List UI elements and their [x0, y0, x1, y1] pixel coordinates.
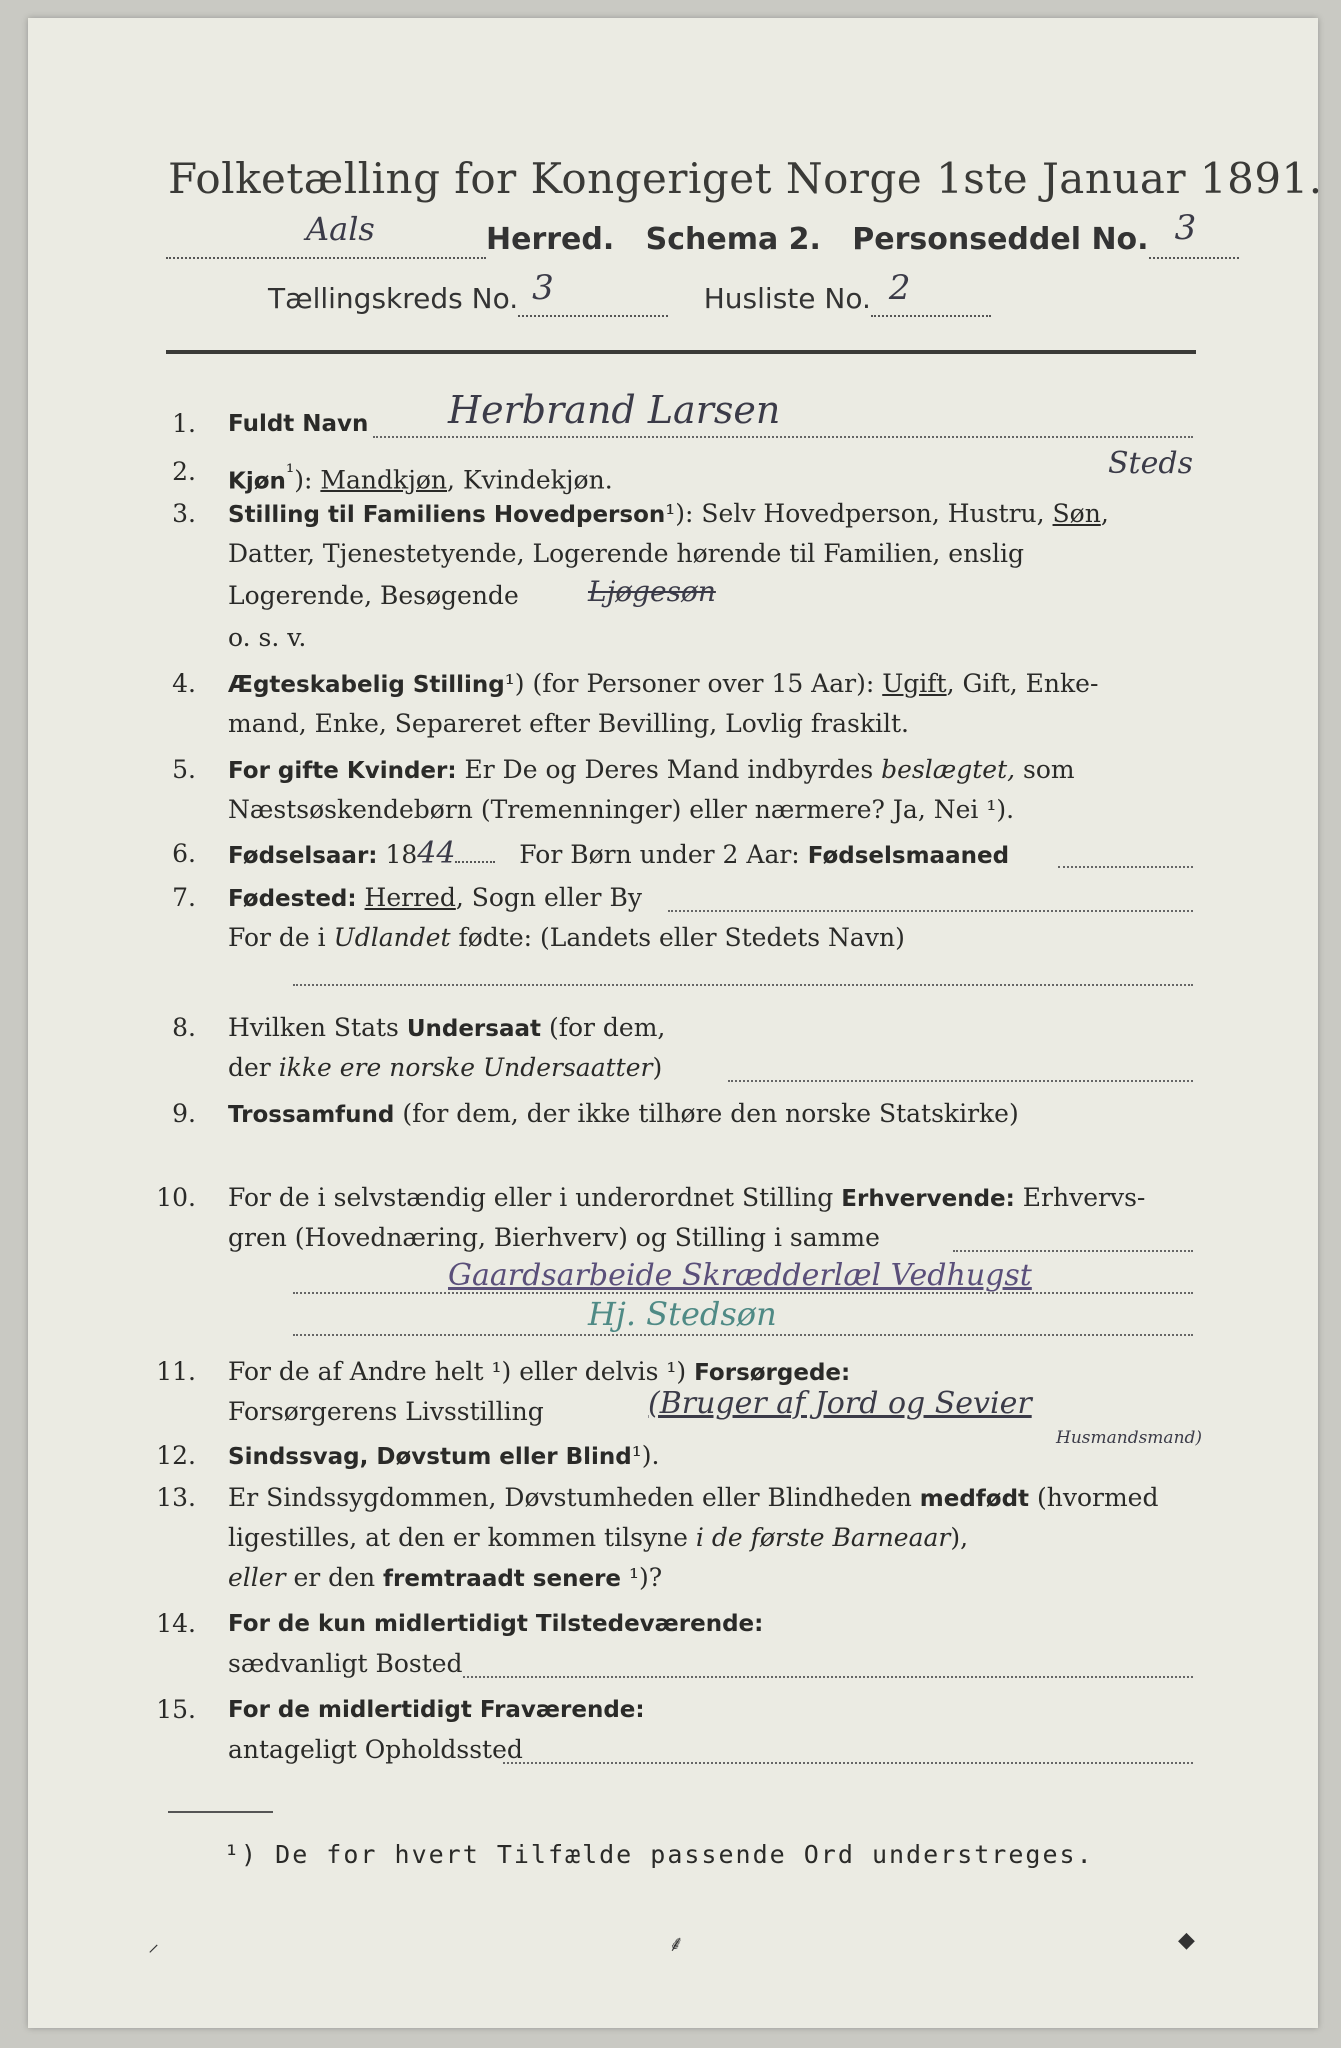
dotted-line	[503, 1762, 1193, 1764]
item-text	[228, 1094, 1019, 1135]
item-text	[228, 664, 1098, 705]
item-text	[228, 1478, 1158, 1519]
item-label: Fødselsmaaned	[807, 843, 1010, 869]
item-text	[228, 1008, 665, 1049]
item-label: Trossamfund	[228, 1102, 395, 1128]
item-number: 1.	[172, 409, 196, 438]
item-label: For de kun midlertidigt Tilstedeværende:	[228, 1611, 764, 1637]
footnote: ¹) De for hvert Tilfælde passende Ord understreges.	[224, 1840, 1094, 1869]
item-text-part: i de første Barneaar	[695, 1523, 951, 1552]
provider-answer: (Bruger af Jord og Sevier	[648, 1386, 1032, 1421]
husliste-label: Husliste No.	[703, 282, 871, 315]
item-text-part: , Gift, Enke-	[946, 669, 1099, 698]
footnote-ref: ¹	[285, 460, 295, 484]
item-text-part: For Børn under 2 Aar:	[519, 840, 808, 869]
personseddel-value: 3	[1174, 208, 1197, 248]
item-text	[228, 750, 1075, 791]
item-text-part: Hvilken Stats	[228, 1013, 407, 1042]
personseddel-label: Personseddel No.	[852, 222, 1149, 257]
item-text	[228, 1436, 660, 1477]
header-rule	[166, 350, 1196, 354]
item-text-part: For de af Andre helt ¹) eller delvis ¹)	[228, 1357, 695, 1386]
binding-mark-center: ⸙	[668, 1932, 685, 1957]
item-label: Sindssvag, Døvstum eller Blind	[228, 1444, 632, 1470]
item-text-part: Er Sindssygdommen, Døvstumheden eller Blindheden	[228, 1483, 920, 1512]
item-text-part: ¹) (for Personer over 15 Aar):	[504, 669, 883, 698]
item-text-part: der	[228, 1053, 279, 1082]
item-text-part: ¹)?	[621, 1563, 663, 1592]
underlined-option: Herred	[364, 883, 456, 912]
item-label: Fødselsaar:	[228, 843, 378, 869]
header-line-2	[268, 268, 991, 317]
dotted-line	[668, 910, 1193, 912]
item-text-part: ikke ere norske Undersaatter	[278, 1053, 653, 1082]
item-text	[228, 1178, 1145, 1219]
provider-answer-2: Husmandsmand)	[1056, 1428, 1203, 1448]
item-text-part: ):	[294, 465, 321, 495]
schema-label: Schema 2.	[645, 222, 821, 257]
full-name-answer: Herbrand Larsen	[448, 388, 781, 432]
item-label: For gifte Kvinder:	[228, 758, 457, 784]
underlined-option: Mandkjøn	[320, 465, 448, 495]
dotted-line	[455, 861, 495, 863]
herred-field	[166, 210, 486, 259]
item-label: Kjøn	[228, 468, 286, 495]
dotted-line	[1058, 866, 1193, 868]
item-text-part: gren (Hovednæring, Bierhverv) og Stilling i samme	[228, 1223, 880, 1252]
kreds-label: Tællingskreds No.	[268, 282, 519, 315]
dotted-line	[463, 1676, 1193, 1678]
item-label: medfødt	[919, 1486, 1030, 1512]
item-number: 3.	[172, 499, 196, 528]
item-text-part: Logerende, Besøgende	[228, 581, 519, 610]
underlined-option: Ugift	[882, 669, 947, 698]
item-label: Ægteskabelig Stilling	[228, 672, 505, 698]
item-text-part: er den	[285, 1563, 384, 1592]
item-text-part: Forsørgerens Livsstilling	[228, 1397, 544, 1426]
item-number: 8.	[172, 1013, 196, 1042]
item-text-part: ¹): Selv Hovedperson, Hustru,	[665, 499, 1053, 528]
item-text-part: fødte: (Landets eller Stedets Navn)	[450, 923, 905, 952]
item-text-part: , Sogn eller By	[455, 883, 642, 912]
item-number: 14.	[156, 1609, 196, 1638]
item-text-part: Er De og Deres Mand indbyrdes	[456, 755, 882, 784]
item-text-part: som	[1015, 755, 1075, 784]
struck-handwriting: Ljøgesøn	[588, 575, 716, 608]
item-label: Undersaat	[406, 1016, 541, 1042]
item-text	[228, 878, 642, 919]
item-label: Fuldt Navn	[228, 411, 369, 437]
item-text-part: antageligt Opholdssted	[228, 1735, 523, 1764]
item-label: Stilling til Familiens Hovedperson	[228, 502, 666, 528]
dotted-line	[293, 1334, 1193, 1336]
kreds-field	[518, 268, 668, 317]
item-number: 9.	[172, 1099, 196, 1128]
header-line-1	[166, 208, 1239, 259]
binding-mark-right: ◆	[1178, 1928, 1195, 1953]
item-text-part: , Kvindekjøn.	[447, 465, 613, 495]
item-label: fremtraadt senere	[383, 1566, 622, 1592]
item-text-part: mand, Enke, Separeret efter Bevilling, Lovlig fraskilt.	[228, 709, 909, 738]
dotted-line	[953, 1250, 1193, 1252]
item-text	[228, 834, 1009, 876]
item-number: 7.	[172, 883, 196, 912]
item-text-part: ¹).	[631, 1441, 660, 1470]
item-text-part: (hvormed	[1029, 1483, 1159, 1512]
husliste-value: 2	[888, 268, 911, 308]
item-text-part: Udlandet	[333, 923, 451, 952]
binding-mark-left: ⸝	[148, 1932, 160, 1957]
item-number: 11.	[156, 1357, 196, 1386]
item-label: For de midlertidigt Fraværende:	[228, 1697, 645, 1723]
dotted-line	[728, 1080, 1193, 1082]
birth-year-answer: 44	[417, 836, 456, 871]
item-text-part: beslægtet,	[881, 755, 1016, 784]
item-number: 10.	[156, 1183, 196, 1212]
item-text	[228, 1518, 968, 1558]
item-text-part: 18	[377, 840, 418, 869]
item-text	[228, 494, 1109, 535]
item-number: 5.	[172, 755, 196, 784]
item-label: Erhvervende:	[841, 1186, 1015, 1212]
item-number: 15.	[156, 1695, 196, 1724]
herred-value: Aals	[306, 210, 375, 248]
item-text-part: ,	[1100, 499, 1109, 528]
dotted-line	[293, 984, 1193, 986]
item-label: Fødested:	[228, 886, 357, 912]
item-label: Forsørgede:	[694, 1360, 851, 1386]
form-title: Folketælling for Kongeriget Norge 1ste Januar 1891.	[168, 154, 1323, 203]
item-text-part: ),	[950, 1523, 969, 1552]
item-text	[228, 1558, 662, 1599]
item-text-part: o. s. v.	[228, 623, 307, 652]
item-text	[228, 918, 905, 958]
item-number: 6.	[172, 839, 196, 868]
item-text-part: (for dem, der ikke tilhøre den norske Statskirke)	[394, 1099, 1019, 1128]
census-form-page	[28, 18, 1323, 2028]
footnote-rule	[168, 1811, 273, 1813]
occupation-answer-2: Hj. Stedsøn	[588, 1295, 777, 1333]
item-text-part: Datter, Tjenestetyende, Logerende hørende til Familien, enslig	[228, 539, 1025, 568]
personseddel-field	[1149, 208, 1239, 259]
item-number: 13.	[156, 1483, 196, 1512]
item-text-part: For de i	[228, 923, 334, 952]
herred-label: Herred.	[486, 222, 615, 257]
item-number: 12.	[156, 1441, 196, 1470]
underlined-option: Søn	[1052, 499, 1101, 528]
occupation-answer: Gaardsarbeide Skrædderlæl Vedhugst	[448, 1258, 1032, 1293]
item-number: 4.	[172, 669, 196, 698]
item-text-part: sædvanligt Bosted	[228, 1649, 463, 1678]
item-text-part: ligestilles, at den er kommen tilsyne	[228, 1523, 696, 1552]
item-text-part: Næstsøskendebørn (Tremenninger) eller nærmere? Ja, Nei ¹).	[228, 795, 1015, 824]
item-text-part: )	[652, 1053, 663, 1082]
kreds-value: 3	[532, 268, 554, 308]
item-text	[228, 1048, 662, 1088]
handwritten-note: Steds	[1108, 446, 1193, 481]
item-text-part: Erhvervs-	[1014, 1183, 1146, 1212]
dotted-line	[373, 436, 1193, 438]
item-text-part: For de i selvstændig eller i underordnet Stilling	[228, 1183, 842, 1212]
item-text-part: eller	[228, 1563, 286, 1592]
husliste-field	[871, 268, 991, 317]
item-number: 2.	[172, 457, 196, 486]
item-text-part: (for dem,	[541, 1013, 666, 1042]
